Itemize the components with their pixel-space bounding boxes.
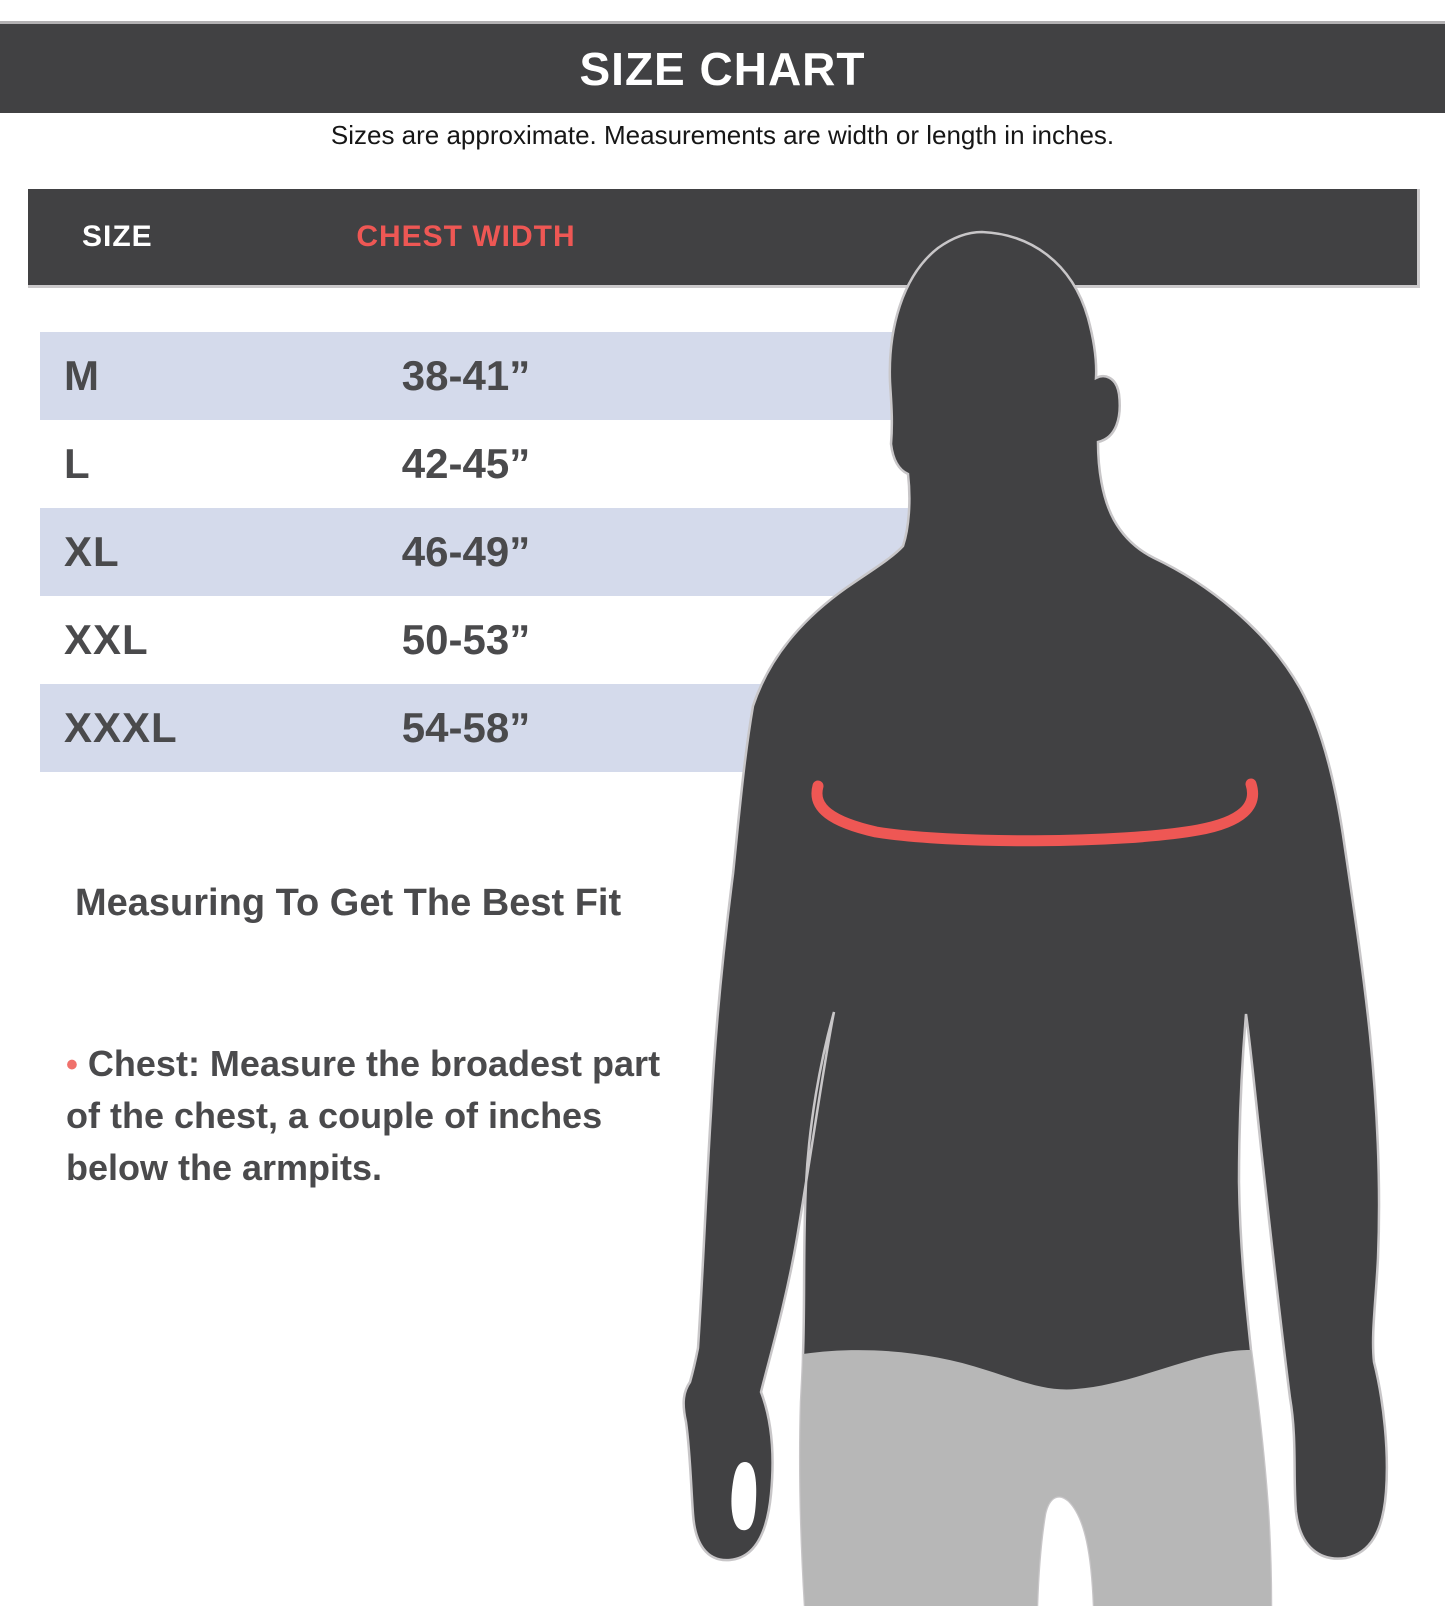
chest-width-value: 38-41”: [401, 352, 531, 399]
measuring-heading: Measuring To Get The Best Fit: [75, 882, 622, 924]
bullet-icon: •: [66, 1046, 78, 1084]
size-label: XXXL: [64, 704, 178, 751]
chest-width-value: 46-49”: [401, 528, 531, 575]
size-label: XXL: [64, 616, 149, 663]
chest-width-value: 50-53”: [401, 616, 531, 663]
size-label: M: [64, 352, 100, 399]
chest-width-value: 54-58”: [401, 704, 531, 751]
size-label: L: [64, 440, 91, 487]
page-title: SIZE CHART: [579, 42, 866, 95]
column-header-size: SIZE: [82, 220, 153, 253]
subtitle: Sizes are approximate. Measurements are width or length in inches.: [330, 120, 1115, 150]
column-header-chest-width: CHEST WIDTH: [356, 220, 576, 253]
chest-width-value: 42-45”: [401, 440, 531, 487]
size-label: XL: [64, 528, 120, 575]
chest-instruction-text: Chest: Measure the broadest part of the chest, a couple of inches below the armpits.: [66, 1043, 661, 1188]
pants-silhouette: [800, 1350, 1271, 1606]
